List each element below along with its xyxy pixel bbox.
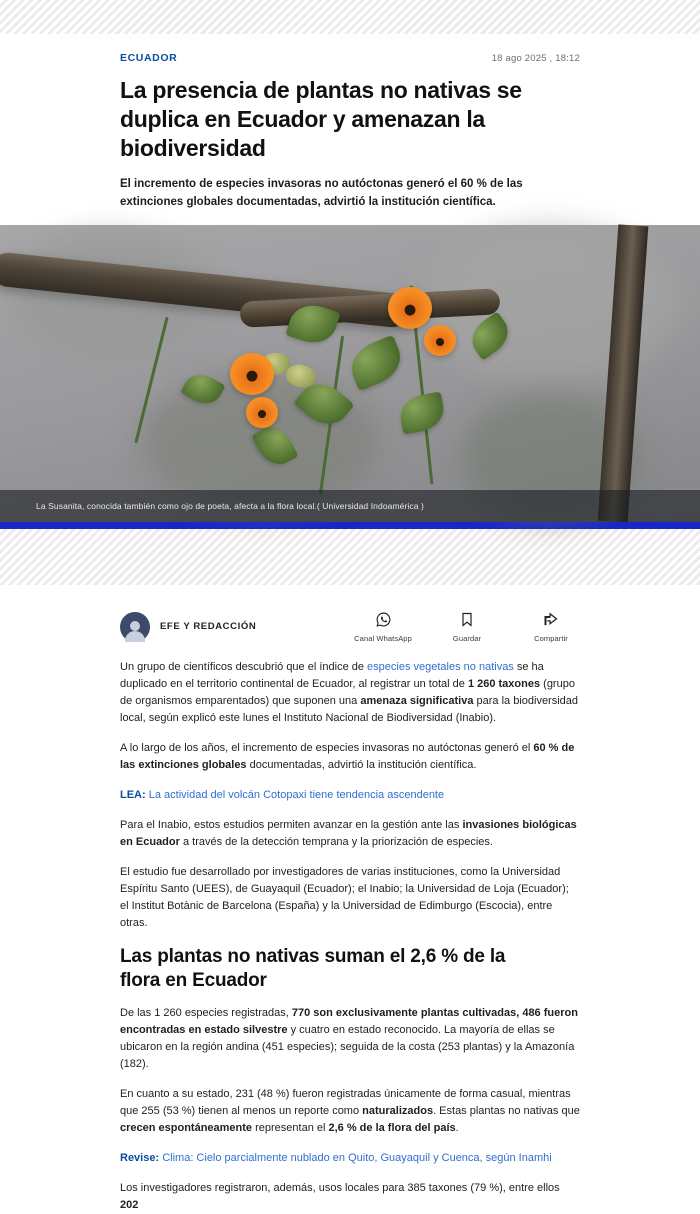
p6-text-d: . xyxy=(455,1122,459,1135)
p6-text-a: En cuanto a su estado, 231 (48 %) fueron registradas únicamente de forma casual, mientras que 255 (53 %) tienen al menos un reporte como xyxy=(120,1088,571,1118)
article-body xyxy=(120,643,580,1212)
share-actions xyxy=(354,611,580,643)
image-caption-bar xyxy=(0,490,700,522)
p1-bold-2: amenaza significativa xyxy=(360,694,474,707)
share-label: Compartir xyxy=(534,633,568,643)
orange-flower xyxy=(230,353,274,395)
p2-bold: 60 % de las extinciones globales xyxy=(120,741,575,771)
paragraph-2 xyxy=(120,740,580,774)
article-meta-row xyxy=(120,52,580,64)
share-whatsapp-button[interactable] xyxy=(354,611,412,643)
p6-bold-1: naturalizados xyxy=(362,1105,434,1118)
p5-bold-1: 770 son exclusivamente plantas cultivadas, 486 fueron encontradas en estado silvestre xyxy=(120,1006,578,1036)
p7-bold: 202 xyxy=(120,1199,139,1212)
image-caption: La Susanita, conocida también como ojo de poeta, afecta a la flora local.( Universidad Indoamérica ) xyxy=(36,500,424,511)
related-link-lea xyxy=(120,787,580,804)
p1-text-d: para la biodiversidad local, según explicó este lunes el Instituto Nacional de Biodiversidad (Inabio). xyxy=(120,694,579,724)
author-name: EFE Y REDACCIÓN xyxy=(160,621,257,633)
whatsapp-icon xyxy=(375,611,392,628)
section-subheading: Las plantas no nativas suman el 2,6 % de la flora en Ecuador xyxy=(120,946,506,992)
article-body-section xyxy=(0,585,700,1212)
p6-bold-2: crecen espontáneamente xyxy=(120,1122,253,1135)
top-decorative-band xyxy=(0,0,700,34)
p5-text-a: De las 1 260 especies registradas, xyxy=(120,1006,292,1019)
related-link-revise xyxy=(120,1150,580,1167)
mid-decorative-band xyxy=(0,529,700,585)
p3-text-b: a través de la detección temprana y la priorización de especies. xyxy=(179,836,493,849)
publish-timestamp: 18 ago 2025 , 18:12 xyxy=(491,53,580,64)
revise-tag: Revise: xyxy=(120,1152,160,1165)
bookmark-icon xyxy=(459,611,475,628)
paragraph-6 xyxy=(120,1086,580,1137)
page-title: La presencia de plantas no nativas se duplica en Ecuador y amenazan la biodiversidad xyxy=(120,77,522,161)
article-header xyxy=(0,34,700,211)
share-button[interactable] xyxy=(522,611,580,643)
p2-text-a: A lo largo de los años, el incremento de especies invasoras no autóctonas generó el xyxy=(120,741,534,754)
p6-bold-3: 2,6 % de la flora del país xyxy=(328,1122,456,1135)
avatar xyxy=(120,612,150,642)
byline[interactable] xyxy=(120,612,256,642)
article-standfirst: El incremento de especies invasoras no autóctonas generó el 60 % de las extinciones globales documentadas, advirtió la institución científica. xyxy=(120,178,523,208)
p3-text-a: Para el Inabio, estos estudios permiten avanzar en la gestión ante las xyxy=(120,819,463,832)
save-button[interactable] xyxy=(438,611,496,643)
p1-text-a: Un grupo de científicos descubrió que el índice de xyxy=(120,660,368,673)
p1-text-c: (grupo de organismos emparentados) que suponen una xyxy=(120,677,575,707)
paragraph-5 xyxy=(120,1005,580,1073)
p1-bold-1: 1 260 taxones xyxy=(467,677,541,690)
save-label: Guardar xyxy=(452,633,482,643)
p7-text-a: Los investigadores registraron, además, usos locales para 385 taxones (79 %), entre ellos xyxy=(120,1182,560,1195)
orange-flower xyxy=(388,287,432,329)
p1-text-b: se ha duplicado en el territorio continental de Ecuador, al registrar un total de xyxy=(120,660,544,690)
p6-text-b: . Estas plantas no nativas que xyxy=(433,1105,580,1118)
accent-rule xyxy=(0,522,700,529)
link-especies-vegetales[interactable]: especies vegetales no nativas xyxy=(367,660,514,673)
orange-flower xyxy=(424,325,456,356)
paragraph-3 xyxy=(120,817,580,851)
hero-image-container xyxy=(0,225,700,529)
byline-share-row xyxy=(120,585,580,643)
hero-image xyxy=(0,225,700,522)
p6-text-c: representan el xyxy=(252,1122,329,1135)
link-cotopaxi[interactable]: La actividad del volcán Cotopaxi tiene tendencia ascendente xyxy=(148,789,445,802)
orange-flower xyxy=(246,397,278,428)
p3-bold: invasiones biológicas en Ecuador xyxy=(120,819,577,849)
paragraph-4: El estudio fue desarrollado por investigadores de varias instituciones, como la Universidad Espíritu Santo (UEES), de Guayaquil (Ecuador); el Inabio; la Universidad de Loja (Ecuador); el Institut Botànic de Barcelona (España) y la Universidad de Edimburgo (Escocia), entre otras. xyxy=(120,866,569,930)
link-clima[interactable]: Clima: Cielo parcialmente nublado en Quito, Guayaquil y Cuenca, según Inamhi xyxy=(162,1152,552,1165)
paragraph-7 xyxy=(120,1180,580,1212)
section-kicker[interactable]: ECUADOR xyxy=(120,52,178,64)
p2-text-b: documentadas, advirtió la institución científica. xyxy=(246,758,477,771)
lea-tag: LEA: xyxy=(120,789,146,802)
share-icon xyxy=(543,611,560,628)
paragraph-1 xyxy=(120,659,580,727)
p5-text-b: y cuatro en estado reconocido. La mayoría de ellas se ubicaron en la región andina (451 especies); seguida de la costa (253 plantas) y la Amazonía (182). xyxy=(120,1023,575,1070)
share-whatsapp-label: Canal WhatsApp xyxy=(354,633,412,643)
